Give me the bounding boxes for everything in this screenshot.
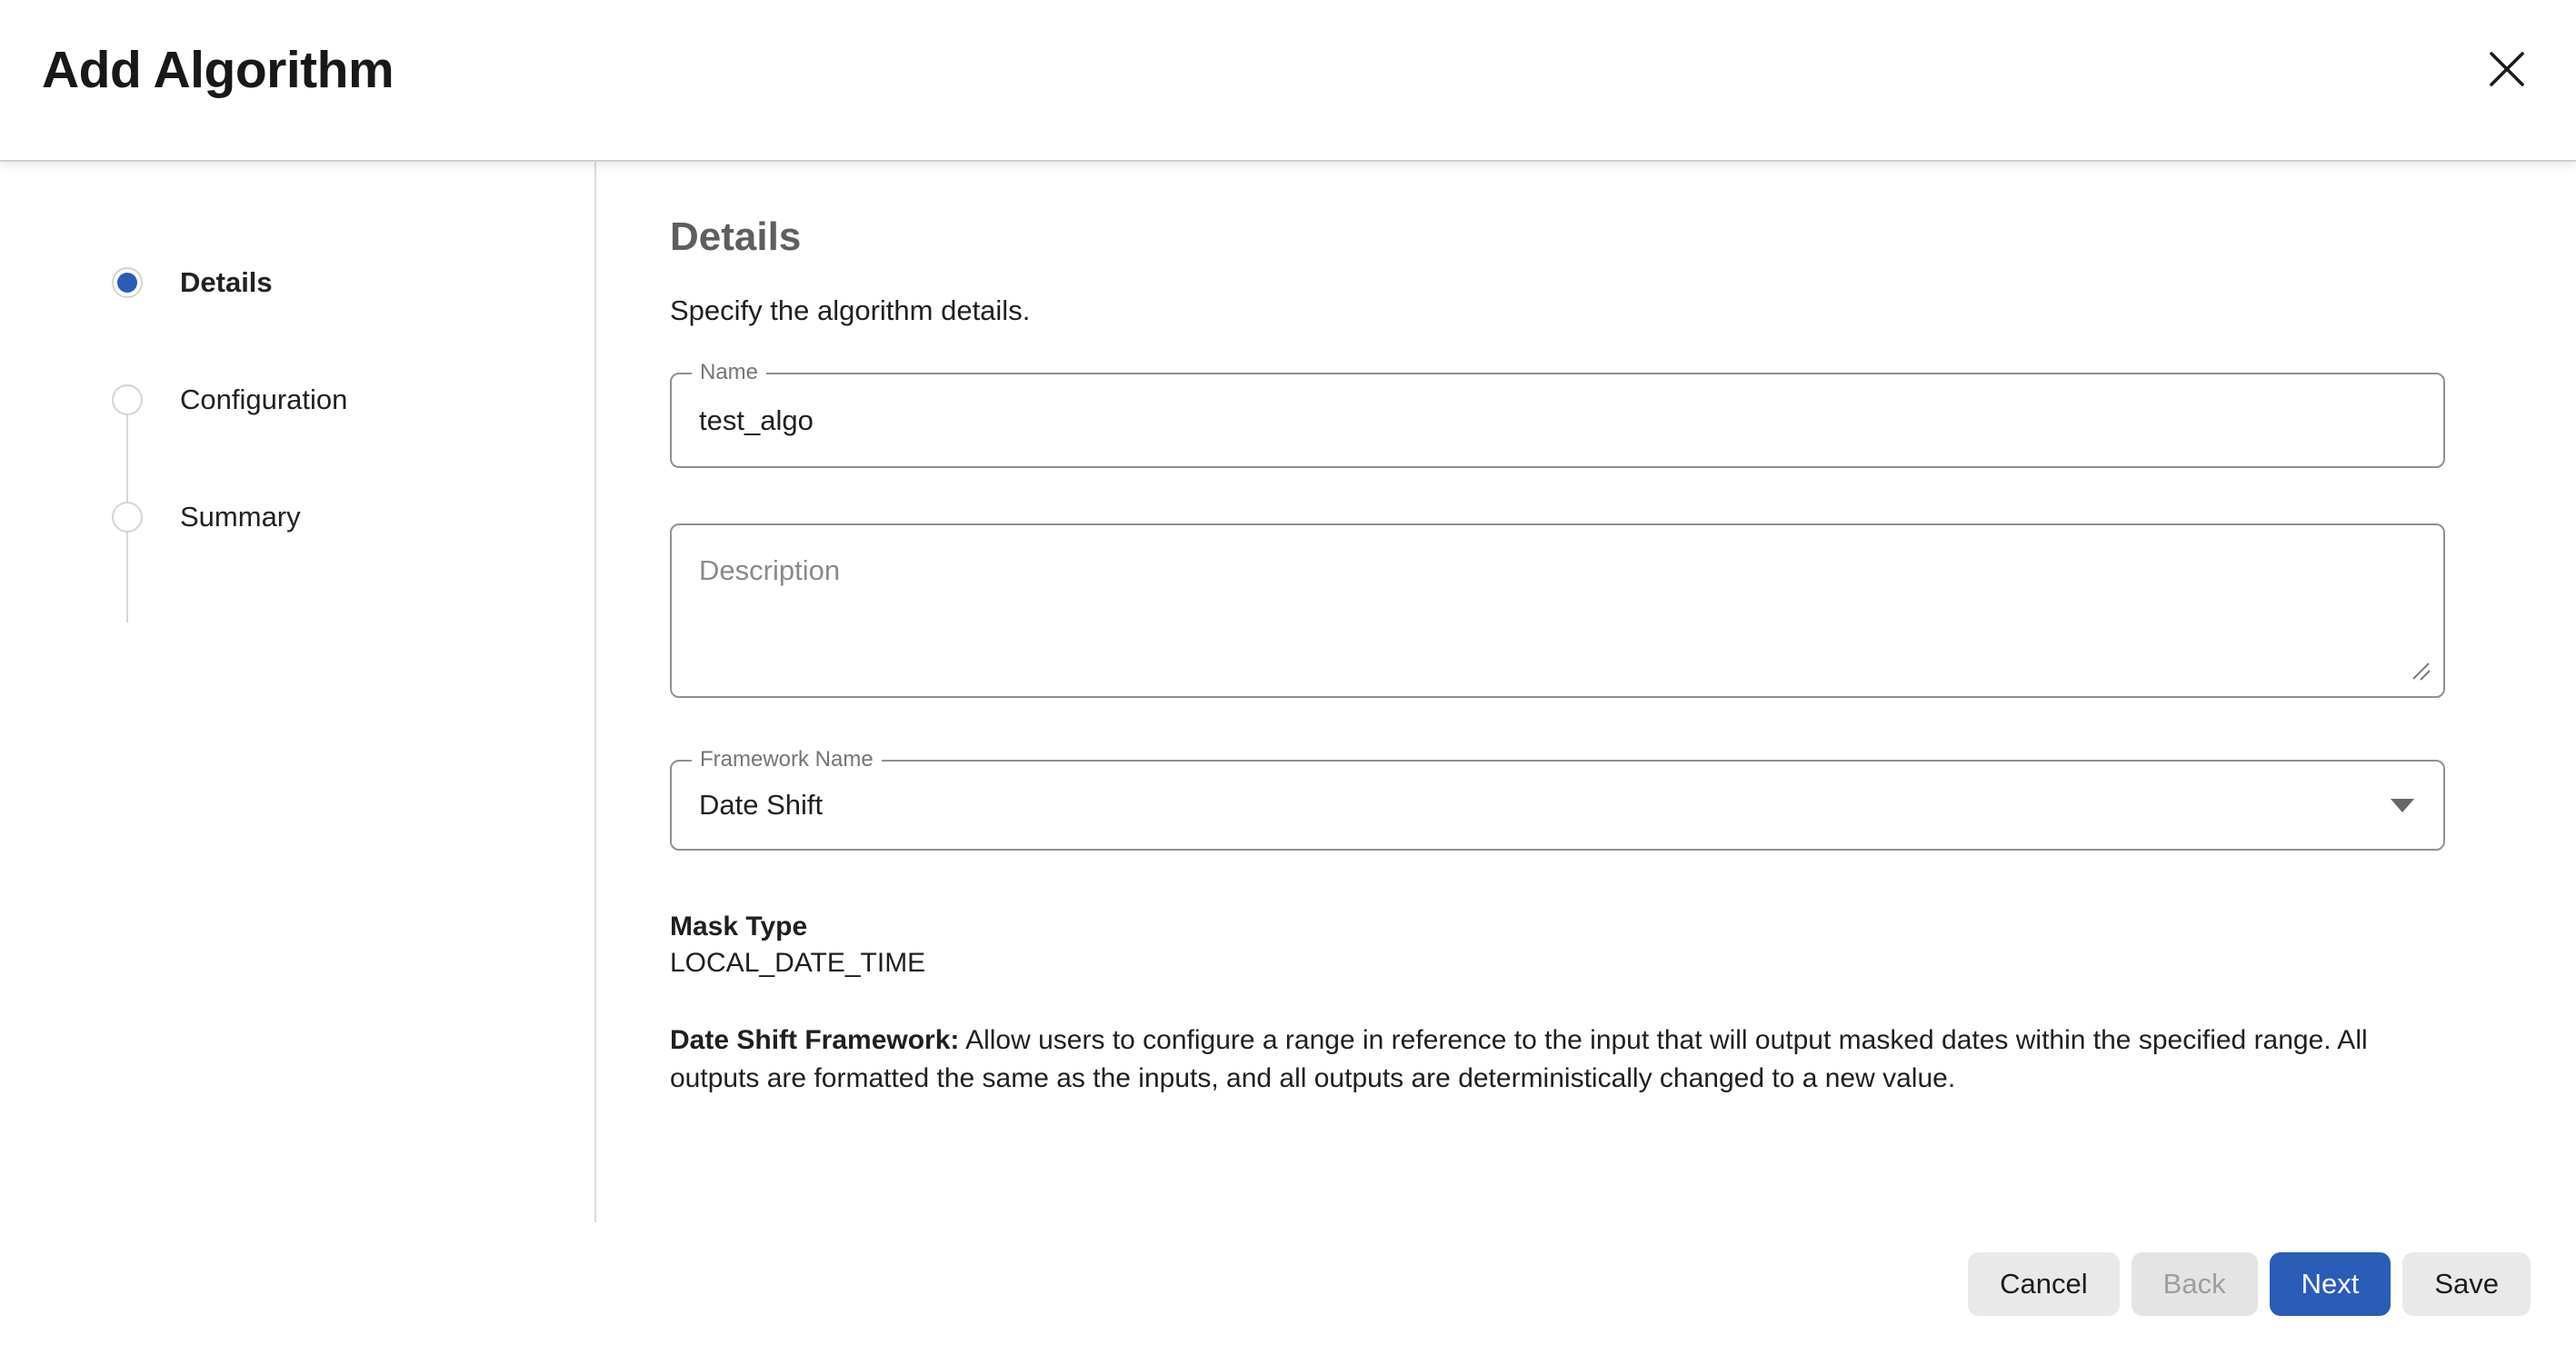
step-label: Details (180, 266, 273, 298)
mask-type-block (670, 909, 2445, 981)
stepper-sidebar (0, 162, 596, 1222)
section-subheading: Specify the algorithm details. (670, 294, 1031, 326)
stepper-item-configuration[interactable] (0, 384, 594, 415)
dialog-title: Add Algorithm (42, 41, 394, 99)
description-textarea[interactable] (672, 525, 2443, 696)
step-indicator-active-icon (112, 267, 143, 298)
mask-type-value: LOCAL_DATE_TIME (670, 948, 926, 978)
framework-description-text: Allow users to configure a range in reference to the input that will output masked dates within the specified range. All outputs are formatted the same as the inputs, and all outputs are deterministically changed to a new value. (670, 1025, 2368, 1093)
framework-selected-value: Date Shift (699, 789, 824, 821)
step-indicator-icon (112, 384, 143, 415)
resize-handle-icon[interactable] (2409, 659, 2432, 687)
dialog-body (0, 162, 2576, 1222)
framework-description-lead: Date Shift Framework: (670, 1025, 960, 1055)
chevron-down-icon (2391, 799, 2414, 812)
description-field-container (670, 523, 2445, 698)
name-field-label: Name (692, 360, 766, 386)
stepper-item-summary[interactable] (0, 502, 594, 533)
stepper (0, 267, 594, 619)
stepper-item-details[interactable] (0, 267, 594, 298)
section-heading: Details (670, 214, 802, 259)
framework-field-label: Framework Name (692, 747, 882, 773)
mask-type-label: Mask Type (670, 912, 808, 942)
next-button[interactable]: Next (2270, 1252, 2391, 1316)
step-label: Configuration (180, 384, 348, 415)
details-form (670, 360, 2445, 1098)
step-label: Summary (180, 501, 301, 533)
name-input[interactable] (672, 374, 2443, 466)
name-field-container (670, 360, 2445, 468)
details-panel (596, 162, 2576, 1222)
back-button[interactable]: Back (2132, 1252, 2258, 1316)
step-indicator-icon (112, 502, 143, 533)
framework-description (670, 1021, 2445, 1098)
cancel-button[interactable]: Cancel (1968, 1252, 2120, 1316)
close-icon (2486, 48, 2528, 93)
save-button[interactable]: Save (2402, 1252, 2531, 1316)
dialog-header (0, 0, 2576, 162)
close-button[interactable] (2471, 34, 2543, 106)
framework-name-select[interactable] (670, 747, 2445, 851)
dialog-footer (0, 1222, 2576, 1345)
